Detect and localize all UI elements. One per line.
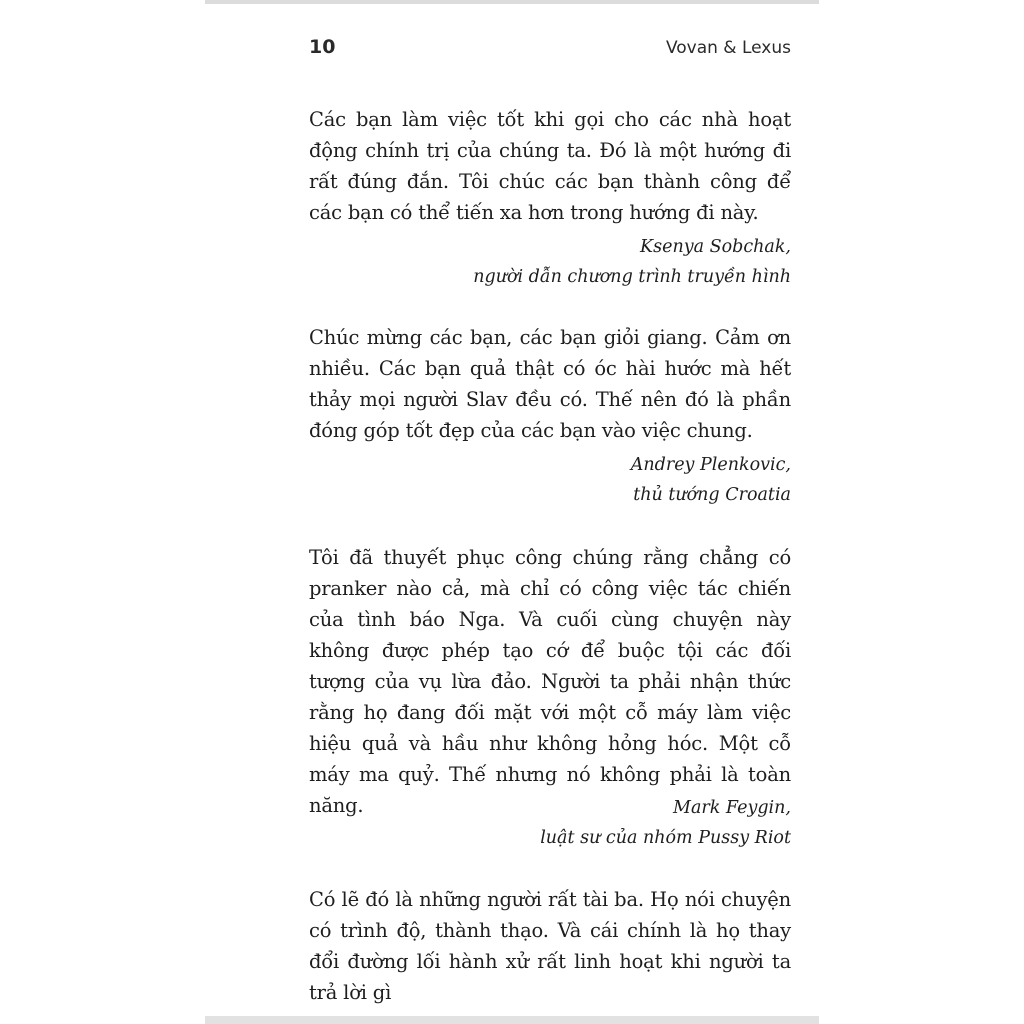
quote-author-role: thủ tướng Croatia bbox=[633, 485, 791, 505]
quote-text: Các bạn làm việc tốt khi gọi cho các nhà hoạt động chính trị của chúng ta. Đó là một hướng đi rất đúng đắn. Tôi chúc các bạn thành công để các bạn có thể tiến xa hơn trong hướng đi này. bbox=[309, 108, 791, 224]
quote-attribution bbox=[371, 450, 791, 510]
quote-text: Chúc mừng các bạn, các bạn giỏi giang. Cảm ơn nhiều. Các bạn quả thật có óc hài hước mà hết thảy mọi người Slav đều có. Thế nên đó là phần đóng góp tốt đẹp của các bạn vào việc chung. bbox=[309, 326, 791, 442]
running-head: Vovan & Lexus bbox=[665, 38, 791, 58]
quote-author: Mark Feygin, bbox=[673, 798, 791, 818]
quote-text: Có lẽ đó là những người rất tài ba. Họ nói chuyện có trình độ, thành thạo. Và cái chính là họ thay đổi đường lối hành xử rất linh hoạt khi người ta trả lời gì bbox=[309, 888, 791, 1004]
quote-text: Tôi đã thuyết phục công chúng rằng chẳng có pranker nào cả, mà chỉ có công việc tác chiến của tình báo Nga. Và cuối cùng chuyện này không được phép tạo cớ để buộc tội các đối tượng của vụ lừa đảo. Người ta phải nhận thức rằng họ đang đối mặt với một cỗ máy làm việc hiệu quả và hầu như không hỏng hóc. Một cỗ máy ma quỷ. Thế nhưng nó không phải là toàn năng. bbox=[309, 546, 791, 817]
quote-attribution bbox=[371, 793, 791, 853]
quote-author: Andrey Plenkovic, bbox=[630, 455, 791, 475]
page-bottom-edge bbox=[205, 1016, 819, 1024]
quote-author: Ksenya Sobchak, bbox=[640, 237, 791, 257]
quote-author-role: luật sư của nhóm Pussy Riot bbox=[540, 828, 791, 848]
quote-attribution bbox=[371, 232, 791, 292]
page-top-edge bbox=[205, 0, 819, 4]
book-page bbox=[205, 0, 819, 1024]
page-number: 10 bbox=[309, 36, 336, 58]
quote-author-role: người dẫn chương trình truyền hình bbox=[473, 267, 791, 287]
